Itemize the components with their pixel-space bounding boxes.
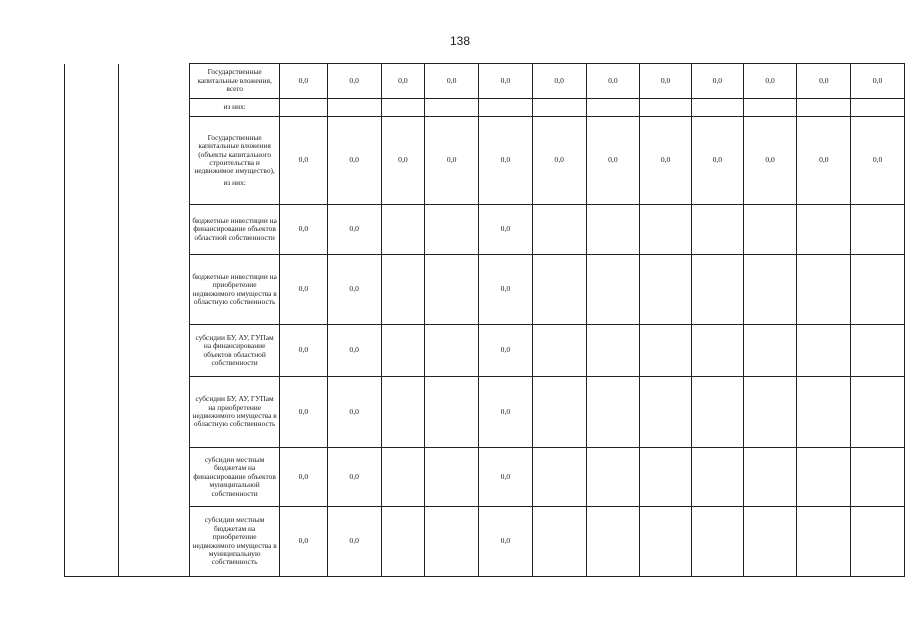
value-cell: 0,0 xyxy=(797,64,851,99)
empty-cell xyxy=(65,99,119,117)
value-cell xyxy=(691,99,743,117)
empty-cell xyxy=(118,507,190,577)
value-cell xyxy=(425,205,479,255)
value-cell xyxy=(640,377,692,448)
value-cell: 0,0 xyxy=(640,64,692,99)
value-cell xyxy=(532,507,586,577)
value-cell: 0,0 xyxy=(851,64,905,99)
value-cell xyxy=(586,507,640,577)
value-cell xyxy=(691,205,743,255)
empty-cell xyxy=(65,325,119,377)
value-cell: 0,0 xyxy=(479,64,533,99)
value-cell xyxy=(381,448,425,507)
value-cell: 0,0 xyxy=(479,325,533,377)
table-row xyxy=(65,377,905,448)
value-cell: 0,0 xyxy=(327,377,381,448)
value-cell: 0,0 xyxy=(280,205,328,255)
value-cell: 0,0 xyxy=(381,117,425,205)
value-cell xyxy=(851,507,905,577)
value-cell xyxy=(425,507,479,577)
row-description xyxy=(190,325,280,377)
row-description xyxy=(190,507,280,577)
value-cell: 0,0 xyxy=(280,507,328,577)
value-cell: 0,0 xyxy=(640,117,692,205)
value-cell xyxy=(425,448,479,507)
row-description-text: из них: xyxy=(223,102,246,112)
table-row xyxy=(65,448,905,507)
value-cell: 0,0 xyxy=(425,64,479,99)
row-description xyxy=(190,448,280,507)
value-cell xyxy=(743,377,797,448)
value-cell xyxy=(532,255,586,325)
value-cell: 0,0 xyxy=(743,64,797,99)
value-cell xyxy=(532,377,586,448)
value-cell: 0,0 xyxy=(479,255,533,325)
value-cell xyxy=(797,377,851,448)
value-cell: 0,0 xyxy=(381,64,425,99)
value-cell xyxy=(640,205,692,255)
value-cell xyxy=(586,99,640,117)
table-row xyxy=(65,325,905,377)
value-cell xyxy=(532,448,586,507)
value-cell: 0,0 xyxy=(280,117,328,205)
value-cell xyxy=(691,255,743,325)
row-description-text: субсидии местным бюджетам на финансирование объектов муниципальной собственности xyxy=(193,454,276,498)
value-cell: 0,0 xyxy=(479,377,533,448)
row-description xyxy=(190,255,280,325)
empty-cell xyxy=(65,377,119,448)
value-cell xyxy=(743,448,797,507)
value-cell: 0,0 xyxy=(691,64,743,99)
value-cell xyxy=(586,255,640,325)
value-cell xyxy=(381,325,425,377)
value-cell xyxy=(851,325,905,377)
value-cell xyxy=(691,448,743,507)
value-cell: 0,0 xyxy=(280,64,328,99)
value-cell: 0,0 xyxy=(479,117,533,205)
table-row xyxy=(65,99,905,117)
row-description-text: бюджетные инвестиции на приобретение недвижимого имущества в областную собственность xyxy=(192,271,277,306)
value-cell xyxy=(425,255,479,325)
value-cell xyxy=(586,325,640,377)
value-cell xyxy=(425,325,479,377)
row-description xyxy=(190,377,280,448)
value-cell xyxy=(640,325,692,377)
empty-cell xyxy=(118,377,190,448)
empty-cell xyxy=(118,448,190,507)
value-cell xyxy=(327,99,381,117)
empty-cell xyxy=(65,117,119,205)
value-cell xyxy=(851,205,905,255)
value-cell xyxy=(586,448,640,507)
empty-cell xyxy=(118,325,190,377)
table-row xyxy=(65,205,905,255)
row-description xyxy=(190,205,280,255)
value-cell: 0,0 xyxy=(479,507,533,577)
empty-cell xyxy=(118,117,190,205)
value-cell xyxy=(381,255,425,325)
table-row xyxy=(65,64,905,99)
empty-cell xyxy=(65,448,119,507)
value-cell xyxy=(743,205,797,255)
value-cell xyxy=(425,377,479,448)
value-cell xyxy=(743,255,797,325)
value-cell xyxy=(797,448,851,507)
empty-cell xyxy=(65,255,119,325)
empty-cell xyxy=(118,255,190,325)
page-number: 138 xyxy=(449,34,471,48)
value-cell: 0,0 xyxy=(743,117,797,205)
row-description-text: субсидии БУ, АУ, ГУПам на приобретение недвижимого имущества в областную собственность xyxy=(192,394,277,429)
value-cell xyxy=(640,448,692,507)
value-cell xyxy=(691,325,743,377)
value-cell xyxy=(851,448,905,507)
value-cell xyxy=(280,99,328,117)
table-row xyxy=(65,507,905,577)
value-cell: 0,0 xyxy=(327,255,381,325)
value-cell xyxy=(532,99,586,117)
budget-table xyxy=(64,63,905,577)
value-cell xyxy=(479,99,533,117)
value-cell xyxy=(640,507,692,577)
value-cell xyxy=(640,255,692,325)
empty-cell xyxy=(118,205,190,255)
value-cell: 0,0 xyxy=(327,507,381,577)
value-cell: 0,0 xyxy=(532,117,586,205)
value-cell xyxy=(851,255,905,325)
value-cell: 0,0 xyxy=(280,255,328,325)
value-cell: 0,0 xyxy=(586,64,640,99)
value-cell: 0,0 xyxy=(280,377,328,448)
empty-cell xyxy=(65,205,119,255)
row-description-text: субсидии местным бюджетам на приобретение недвижимого имущества в муниципальную собственность xyxy=(192,515,277,567)
value-cell xyxy=(381,507,425,577)
value-cell xyxy=(691,377,743,448)
empty-cell xyxy=(118,64,190,99)
value-cell xyxy=(381,377,425,448)
empty-cell xyxy=(118,99,190,117)
value-cell: 0,0 xyxy=(479,205,533,255)
value-cell xyxy=(797,99,851,117)
value-cell xyxy=(743,325,797,377)
value-cell xyxy=(743,507,797,577)
value-cell xyxy=(381,205,425,255)
table-row xyxy=(65,117,905,205)
value-cell xyxy=(586,205,640,255)
value-cell: 0,0 xyxy=(586,117,640,205)
value-cell xyxy=(797,325,851,377)
value-cell: 0,0 xyxy=(327,117,381,205)
value-cell xyxy=(640,99,692,117)
value-cell: 0,0 xyxy=(327,64,381,99)
value-cell: 0,0 xyxy=(327,325,381,377)
value-cell: 0,0 xyxy=(797,117,851,205)
row-description-text: Государственные капитальные вложения (объекты капитального строительства и недвижимое имущество), xyxy=(194,132,275,176)
value-cell: 0,0 xyxy=(280,325,328,377)
value-cell xyxy=(425,99,479,117)
value-cell xyxy=(797,255,851,325)
value-cell: 0,0 xyxy=(327,205,381,255)
row-description xyxy=(190,117,280,205)
value-cell xyxy=(851,377,905,448)
value-cell xyxy=(851,99,905,117)
value-cell: 0,0 xyxy=(425,117,479,205)
value-cell xyxy=(691,507,743,577)
row-description xyxy=(190,99,280,117)
row-sub-label: из них: xyxy=(223,177,246,187)
value-cell xyxy=(797,507,851,577)
row-description-text: бюджетные инвестиции на финансирование объектов областной собственности xyxy=(192,215,277,242)
value-cell: 0,0 xyxy=(691,117,743,205)
row-description-text: Государственные капитальные вложения, всего xyxy=(197,67,272,94)
value-cell xyxy=(797,205,851,255)
value-cell xyxy=(532,325,586,377)
value-cell xyxy=(532,205,586,255)
value-cell xyxy=(586,377,640,448)
row-description-text: субсидии БУ, АУ, ГУПам на финансирование объектов областной собственности xyxy=(195,332,274,367)
value-cell: 0,0 xyxy=(532,64,586,99)
value-cell xyxy=(743,99,797,117)
value-cell: 0,0 xyxy=(327,448,381,507)
empty-cell xyxy=(65,64,119,99)
value-cell: 0,0 xyxy=(280,448,328,507)
value-cell: 0,0 xyxy=(851,117,905,205)
value-cell: 0,0 xyxy=(479,448,533,507)
empty-cell xyxy=(65,507,119,577)
value-cell xyxy=(381,99,425,117)
row-description xyxy=(190,64,280,99)
table-row xyxy=(65,255,905,325)
